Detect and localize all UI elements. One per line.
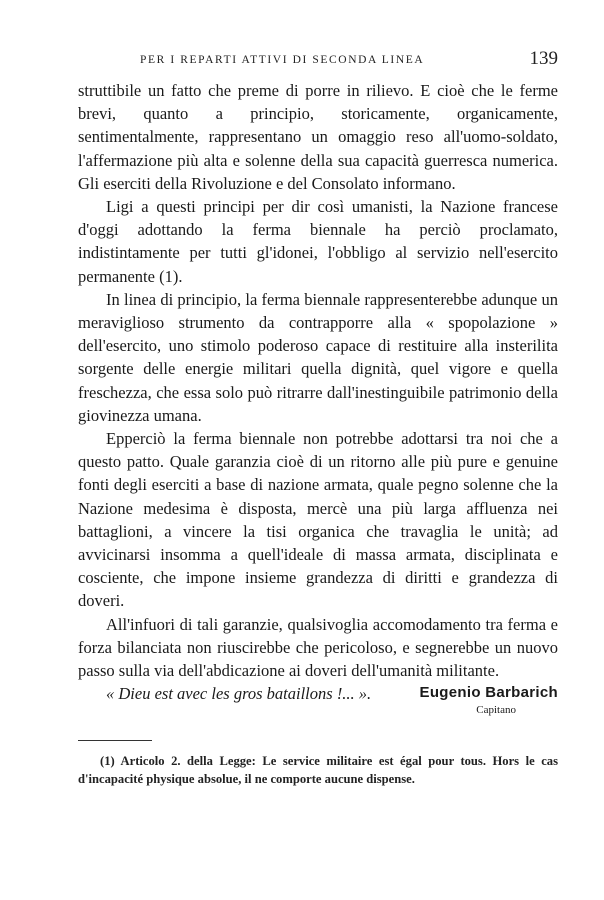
footnote bbox=[78, 752, 558, 788]
paragraph-continued: struttibile un fatto che preme di porre in rilievo. E cioè che le ferme brevi, quanto a principio, storicamente, organicamente, sentimentalmente, rappresentano un omaggio reso all'uomo-soldato, l'affermazione più alta e solenne della sua capacità guerresca numerica. Gli eserciti della Rivoluzione e del Consolato informano. bbox=[78, 81, 558, 193]
footnote-text: (1) Articolo 2. della Legge: Le service militaire est égal pour tous. Hors le cas d'incapacité physique absolue, il ne comporte aucune dispense. bbox=[78, 754, 558, 786]
body-text bbox=[78, 79, 558, 705]
page-number: 139 bbox=[529, 48, 558, 69]
paragraph: Epperciò la ferma biennale non potrebbe adottarsi tra noi che a questo patto. Quale garanzia cioè di un ritorno alle più pure e genuine fonti degli eserciti a base di nazione armata, quale pegno solenne che la Nazione medesima è disposta, mercè una più larga affluenza nei battaglioni, a vincere la tisi organica che travaglia le unità; ad avvicinarsi insomma a quell'ideale di massa armata, disciplinata e cosciente, che impone insieme grandezza di diritti e grandezza di doveri. bbox=[78, 429, 558, 611]
running-head: PER I REPARTI ATTIVI DI SECONDA LINEA bbox=[140, 54, 425, 66]
page-header bbox=[78, 48, 558, 72]
footnote-divider bbox=[78, 740, 152, 741]
closing-quote: « Dieu est avec les gros bataillons !... ». bbox=[106, 684, 372, 704]
paragraph: Ligi a questi principi per dir così umanisti, la Nazione francese d'oggi adottando la ferma biennale ha perciò proclamato, indistintamente per tutti gl'idonei, l'obbligo al servizio nell'esercito permanente (1). bbox=[78, 197, 558, 286]
signature-block bbox=[324, 684, 564, 716]
author-rank: Capitano bbox=[476, 704, 516, 716]
paragraph: All'infuori di tali garanzie, qualsivoglia accomodamento tra ferma e forza bilanciata non riuscirebbe che pericoloso, e segnerebbe un nuovo passo sulla via dell'abdicazione ai doveri dell'umanità militante. bbox=[78, 614, 558, 681]
author-name: Eugenio Barbarich bbox=[419, 684, 558, 701]
paragraph: In linea di principio, la ferma biennale rappresenterebbe adunque un meraviglioso strumento da contrapporre alla « spopolazione » dell'esercito, uno stimolo poderoso capace di restituire alla insterilita sorgente delle energie militari quella dignità, quel vigore e quella freschezza, che essa solo può ritrarre dall'inestinguibile patrimonio della giovinezza umana. bbox=[78, 289, 558, 425]
